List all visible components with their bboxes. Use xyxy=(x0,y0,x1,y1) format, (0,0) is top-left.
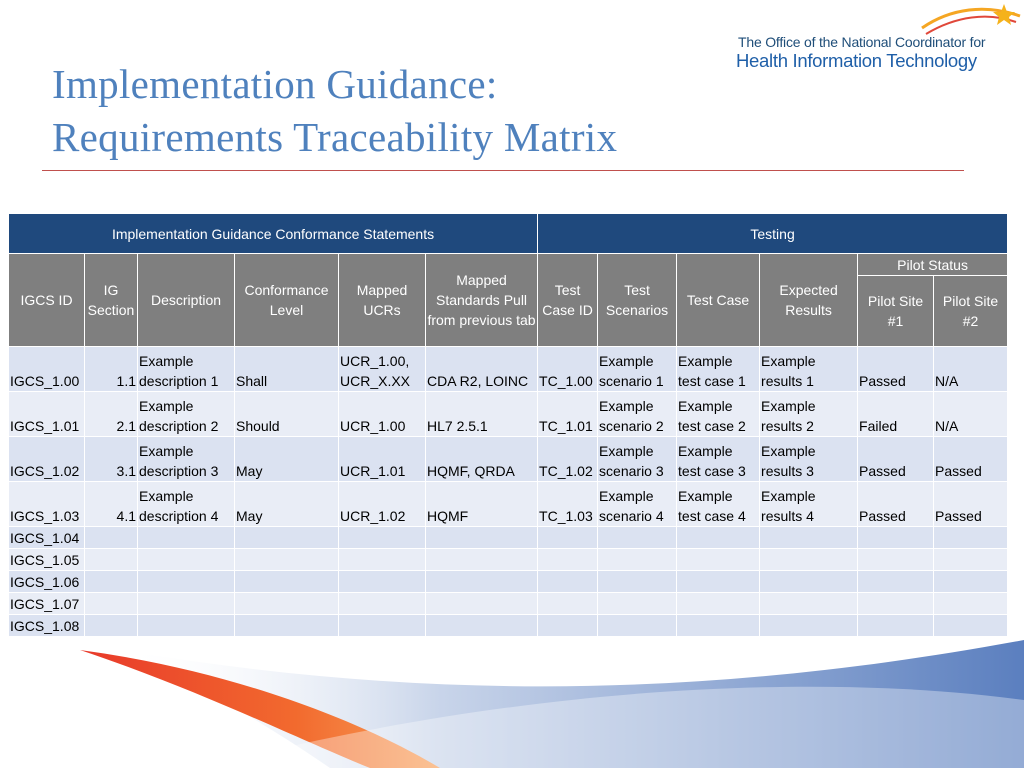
cell-test-case: Example test case 1 xyxy=(677,347,760,392)
cell-igcs-id: IGCS_1.05 xyxy=(9,549,85,571)
col-header-pilot-site-2: Pilot Site #2 xyxy=(934,276,1008,347)
cell-conformance-level: Shall xyxy=(235,347,339,392)
slide-title-line2: Requirements Traceability Matrix xyxy=(52,114,618,160)
slide-title-line1: Implementation Guidance: xyxy=(52,61,498,107)
table-row xyxy=(9,482,1008,527)
col-header-conformance-level: Conformance Level xyxy=(235,254,339,347)
slide-title xyxy=(52,58,617,164)
title-divider xyxy=(42,170,964,171)
cell-mapped-standards: CDA R2, LOINC xyxy=(426,347,538,392)
cell-mapped-ucrs: UCR_1.02 xyxy=(339,482,426,527)
cell-expected-results: Example results 1 xyxy=(760,347,858,392)
table-row-empty xyxy=(9,615,1008,637)
col-header-test-scenarios: Test Scenarios xyxy=(598,254,677,347)
cell-mapped-ucrs: UCR_1.01 xyxy=(339,437,426,482)
cell-test-case-id: TC_1.00 xyxy=(538,347,598,392)
col-header-description: Description xyxy=(138,254,235,347)
cell-mapped-standards: HQMF xyxy=(426,482,538,527)
cell-test-case: Example test case 4 xyxy=(677,482,760,527)
cell-igcs-id: IGCS_1.01 xyxy=(9,392,85,437)
logo-text-line1: The Office of the National Coordinator for xyxy=(738,34,986,50)
cell-description: Example description 2 xyxy=(138,392,235,437)
cell-mapped-ucrs: UCR_1.00, UCR_X.XX xyxy=(339,347,426,392)
cell-mapped-ucrs: UCR_1.00 xyxy=(339,392,426,437)
cell-conformance-level: May xyxy=(235,482,339,527)
cell-test-case: Example test case 3 xyxy=(677,437,760,482)
cell-ig-section: 4.1 xyxy=(85,482,138,527)
logo-text-line2: Health Information Technology xyxy=(736,50,977,71)
cell-mapped-standards: HL7 2.5.1 xyxy=(426,392,538,437)
cell-test-case-id: TC_1.01 xyxy=(538,392,598,437)
table-row xyxy=(9,437,1008,482)
cell-ig-section: 1.1 xyxy=(85,347,138,392)
cell-igcs-id: IGCS_1.08 xyxy=(9,615,85,637)
table-row xyxy=(9,392,1008,437)
cell-expected-results: Example results 3 xyxy=(760,437,858,482)
cell-pilot-site-1: Failed xyxy=(858,392,934,437)
group-header-pilot-status: Pilot Status xyxy=(858,254,1008,276)
cell-igcs-id: IGCS_1.00 xyxy=(9,347,85,392)
col-header-ig-section: IG Section xyxy=(85,254,138,347)
onc-logo xyxy=(736,0,1024,80)
cell-ig-section: 2.1 xyxy=(85,392,138,437)
table-row-empty xyxy=(9,549,1008,571)
cell-test-case-id: TC_1.02 xyxy=(538,437,598,482)
cell-pilot-site-2: N/A xyxy=(934,392,1008,437)
cell-expected-results: Example results 4 xyxy=(760,482,858,527)
cell-igcs-id: IGCS_1.06 xyxy=(9,571,85,593)
cell-test-case: Example test case 2 xyxy=(677,392,760,437)
cell-test-scenarios: Example scenario 2 xyxy=(598,392,677,437)
cell-igcs-id: IGCS_1.07 xyxy=(9,593,85,615)
col-header-igcs-id: IGCS ID xyxy=(9,254,85,347)
table-row-empty xyxy=(9,527,1008,549)
col-header-test-case: Test Case xyxy=(677,254,760,347)
cell-pilot-site-2: Passed xyxy=(934,437,1008,482)
cell-igcs-id: IGCS_1.03 xyxy=(9,482,85,527)
cell-test-case-id: TC_1.03 xyxy=(538,482,598,527)
cell-mapped-standards: HQMF, QRDA xyxy=(426,437,538,482)
cell-igcs-id: IGCS_1.02 xyxy=(9,437,85,482)
group-header-testing: Testing xyxy=(538,214,1008,254)
cell-test-scenarios: Example scenario 4 xyxy=(598,482,677,527)
cell-ig-section: 3.1 xyxy=(85,437,138,482)
cell-pilot-site-2: Passed xyxy=(934,482,1008,527)
traceability-matrix-table xyxy=(8,213,1008,637)
cell-pilot-site-1: Passed xyxy=(858,347,934,392)
cell-description: Example description 4 xyxy=(138,482,235,527)
col-header-expected-results: Expected Results xyxy=(760,254,858,347)
group-header-conformance: Implementation Guidance Conformance Statements xyxy=(9,214,538,254)
cell-conformance-level: May xyxy=(235,437,339,482)
cell-test-scenarios: Example scenario 1 xyxy=(598,347,677,392)
col-header-pilot-site-1: Pilot Site #1 xyxy=(858,276,934,347)
logo-star-icon xyxy=(993,4,1015,25)
cell-pilot-site-2: N/A xyxy=(934,347,1008,392)
col-header-mapped-ucrs: Mapped UCRs xyxy=(339,254,426,347)
col-header-test-case-id: Test Case ID xyxy=(538,254,598,347)
cell-test-scenarios: Example scenario 3 xyxy=(598,437,677,482)
cell-description: Example description 3 xyxy=(138,437,235,482)
cell-expected-results: Example results 2 xyxy=(760,392,858,437)
table-row-empty xyxy=(9,571,1008,593)
cell-description: Example description 1 xyxy=(138,347,235,392)
col-header-mapped-standards: Mapped Standards Pull from previous tab xyxy=(426,254,538,347)
cell-conformance-level: Should xyxy=(235,392,339,437)
cell-pilot-site-1: Passed xyxy=(858,437,934,482)
cell-igcs-id: IGCS_1.04 xyxy=(9,527,85,549)
table-row-empty xyxy=(9,593,1008,615)
cell-pilot-site-1: Passed xyxy=(858,482,934,527)
table-row xyxy=(9,347,1008,392)
